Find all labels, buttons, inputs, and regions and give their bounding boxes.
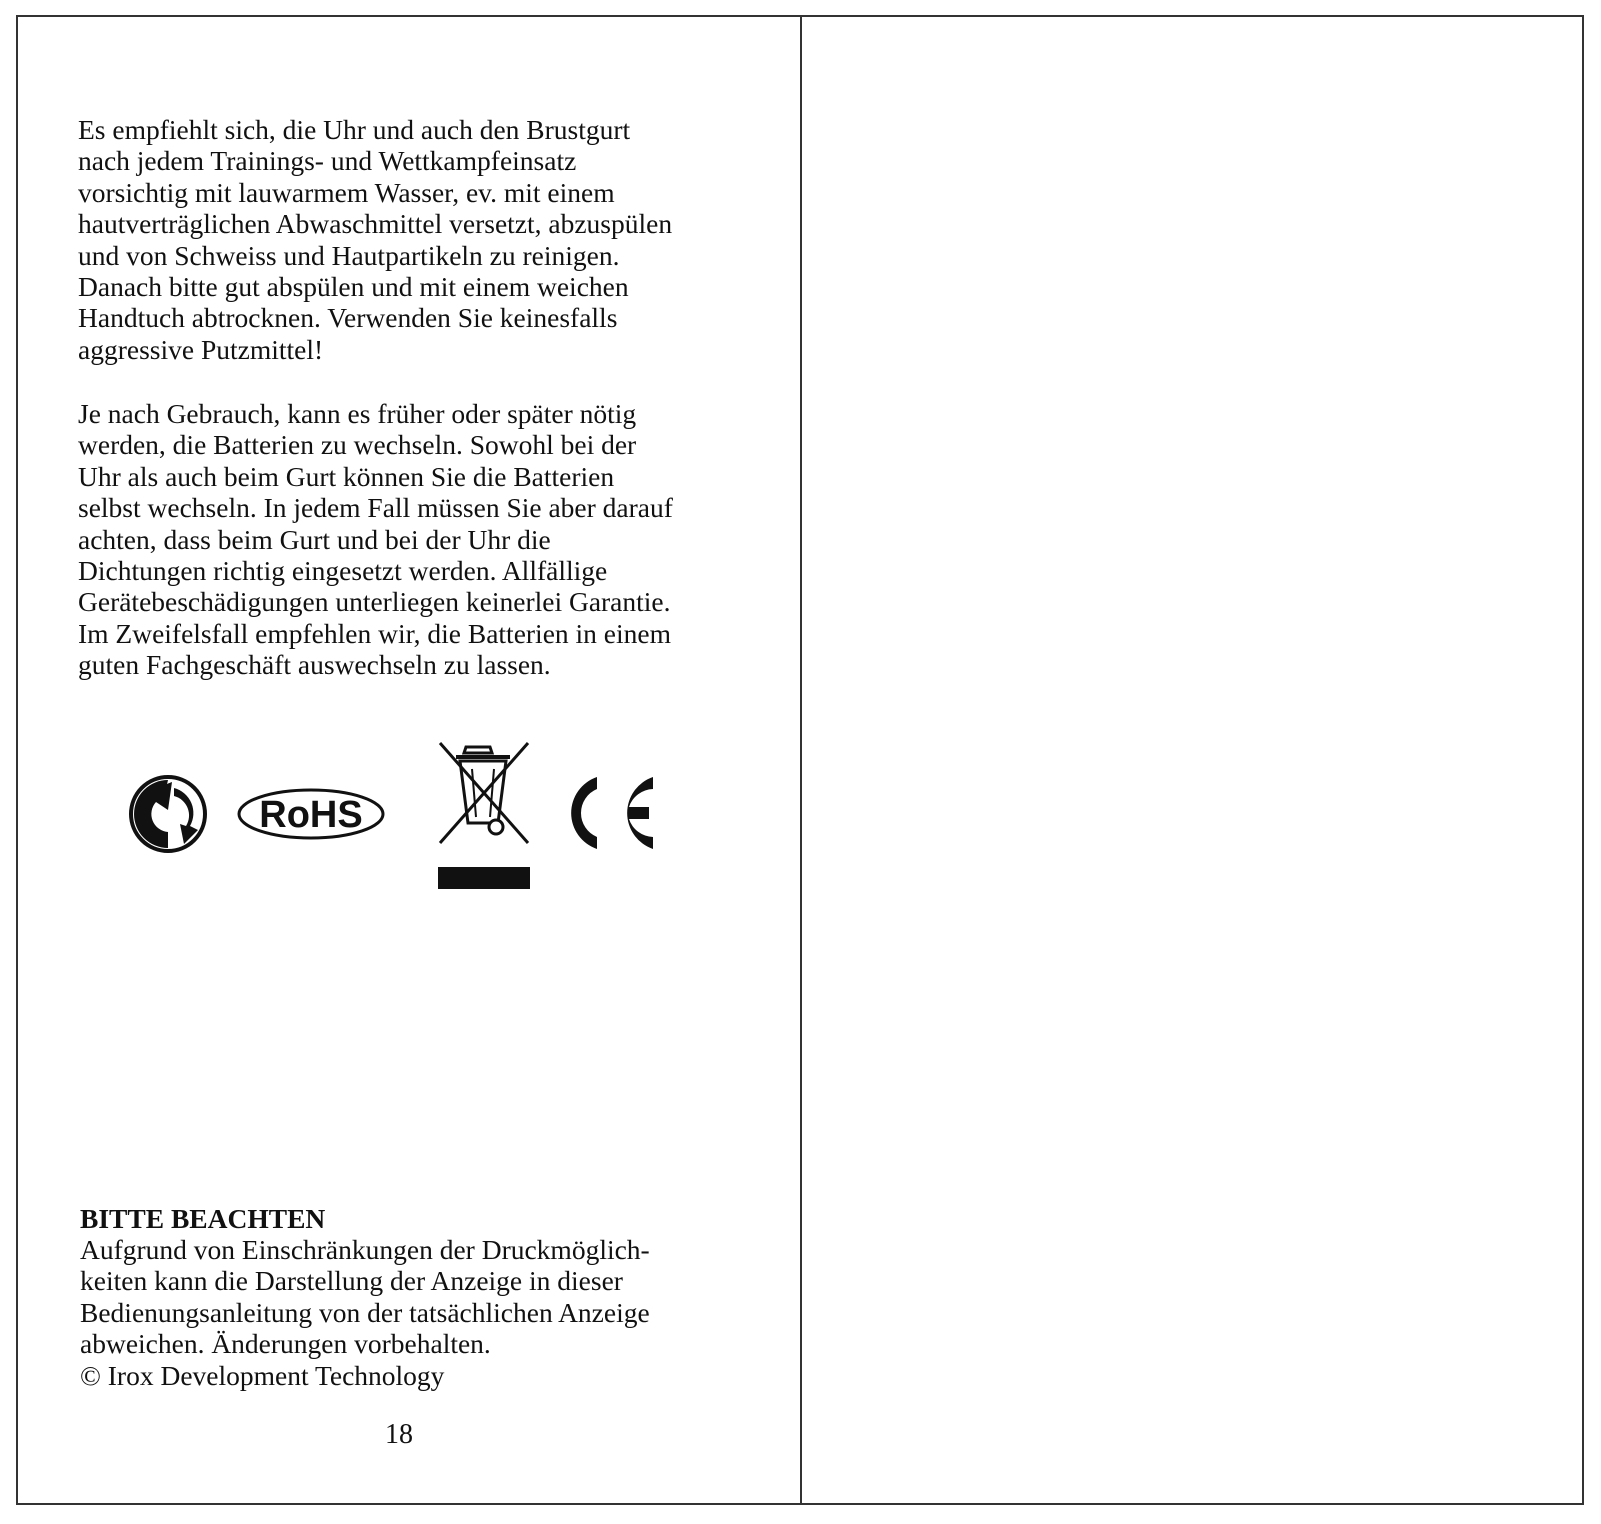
compliance-symbols bbox=[128, 739, 688, 899]
care-paragraph: Es empfiehlt sich, die Uhr und auch den Brustgurt nach jedem Trainings- und Wettkampfeinsatz vorsichtig mit lauwarmem Wasser, ev. mit einem hautverträglichen Abwaschmittel versetzt, abzuspülen und von Schweiss und Hautpartikeln zu reinigen. Danach bitte gut abspülen und mit einem weichen Handtuch abtrocknen. Verwenden Sie keinesfalls aggressive Putzmittel! bbox=[78, 114, 673, 365]
left-page bbox=[18, 17, 802, 1503]
copyright-text: © Irox Development Technology bbox=[80, 1360, 445, 1391]
battery-paragraph: Je nach Gebrauch, kann es früher oder später nötig werden, die Batterien zu wechseln. Sowohl bei der Uhr als auch beim Gurt können Sie die Batterien selbst wechseln. In jedem Fall müssen Sie aber darauf achten, dass beim Gurt und bei der Uhr die Dichtungen richtig eingesetzt werden. Allfällige Gerätebeschädigungen unterliegen keinerlei Garantie. Im Zweifelsfall empfehlen wir, die Batterien in einem guten Fachgeschäft auswechseln zu lassen. bbox=[78, 398, 673, 681]
ce-mark-icon bbox=[553, 771, 657, 855]
rohs-text: RoHS bbox=[259, 794, 363, 836]
page-spread bbox=[16, 15, 1584, 1505]
crossed-out-wheelie-bin-icon bbox=[436, 739, 532, 895]
notice-heading: BITTE BEACHTEN bbox=[80, 1203, 326, 1234]
green-dot-recycling-icon bbox=[128, 774, 208, 854]
page-number: 18 bbox=[385, 1419, 413, 1450]
rohs-logo-icon bbox=[236, 787, 386, 841]
right-page-blank bbox=[802, 17, 1584, 1503]
notice-text: Aufgrund von Einschränkungen der Druckmöglich- keiten kann die Darstellung der Anzeige in dieser Bedienungsanleitung von der tatsächlichen Anzeige abweichen. Änderungen vorbehalten. bbox=[80, 1234, 650, 1360]
